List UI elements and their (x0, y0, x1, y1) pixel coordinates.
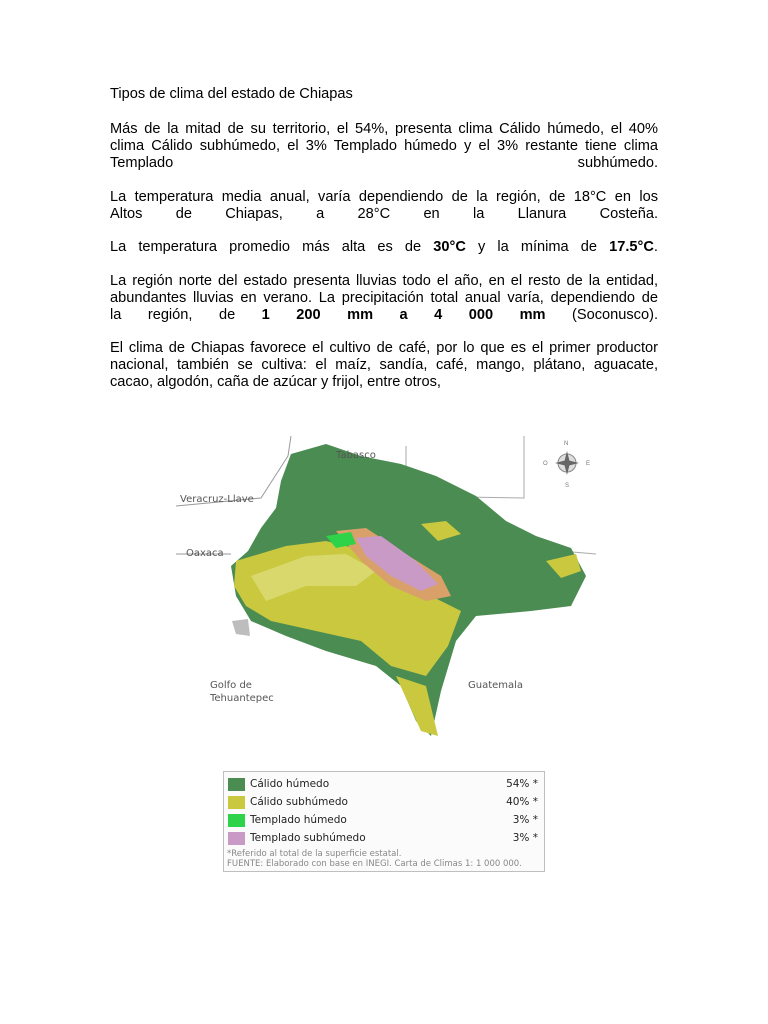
legend-label: Templado subhúmedo (250, 832, 366, 844)
text-fragment: la región, de (110, 307, 236, 323)
label-golfo: Golfo de (210, 680, 252, 691)
compass-icon (543, 441, 590, 489)
label-veracruz: Veracruz-Llave (180, 494, 254, 505)
min-temperature: 17.5°C (609, 239, 654, 255)
legend-label: Cálido húmedo (250, 778, 330, 790)
legend-note: *Referido al total de la superficie estatal. (227, 849, 402, 859)
paragraph-temperature-range (110, 239, 658, 256)
text-fragment: y la mínima de (477, 239, 598, 255)
legend-item (228, 776, 538, 793)
paragraph-mean-temperature (110, 189, 658, 223)
legend-swatch (228, 796, 245, 809)
legend-source: FUENTE: Elaborado con base en INEGI. Carta de Climas 1: 1 000 000. (227, 859, 522, 869)
label-oaxaca: Oaxaca (186, 548, 224, 559)
label-guatemala: Guatemala (468, 680, 524, 691)
region-gray (232, 619, 250, 636)
legend-item (228, 830, 538, 847)
text-line: abundantes lluvias en verano. La precipitación total anual varía, dependiendo de (110, 290, 658, 306)
text-fragment: La temperatura promedio más alta es de (110, 239, 422, 255)
text-line: La región norte del estado presenta lluvias todo el año, en el resto de la entidad, (110, 273, 658, 289)
legend-item (228, 812, 538, 829)
legend-value: 40% * (506, 796, 538, 808)
text-line: La temperatura media anual, varía dependiendo de la región, de 18°C en los (110, 189, 658, 205)
map-legend (223, 771, 545, 872)
max-temperature: 30°C (433, 239, 466, 255)
compass-e: E (586, 461, 591, 467)
compass-o: O (543, 461, 548, 467)
text-line: Más de la mitad de su territorio, el 54%, presenta clima Cálido húmedo, el 40% (110, 121, 658, 137)
legend-label: Cálido subhúmedo (250, 796, 348, 808)
text-line: clima Cálido subhúmedo, el 3% Templado húmedo y el 3% restante tiene clima (110, 138, 658, 154)
document-title: Tipos de clima del estado de Chiapas (110, 86, 353, 102)
text-line: Altos de Chiapas, a 28°C en la Llanura Costeña. (110, 206, 658, 222)
label-tehuantepec: Tehuantepec (210, 693, 274, 704)
text-line: nacional, también se cultiva: el maíz, sandía, café, mango, plátano, aguacate, (110, 357, 658, 373)
paragraph-agriculture (110, 340, 658, 391)
precipitation-range: 1 200 mm a 4 000 mm (261, 307, 546, 323)
legend-label: Templado húmedo (250, 814, 347, 826)
compass-s: S (565, 483, 570, 489)
legend-swatch (228, 814, 245, 827)
text-line: El clima de Chiapas favorece el cultivo de café, por lo que es el primer productor (110, 340, 658, 356)
legend-swatch (228, 832, 245, 845)
label-tabasco: Tabasco (336, 450, 376, 461)
text-fragment: . (653, 239, 658, 255)
text-line (110, 307, 658, 324)
text-fragment: (Soconusco). (572, 307, 658, 323)
legend-value: 3% * (512, 832, 538, 844)
climate-map-graphic (176, 436, 596, 766)
compass-n: N (564, 441, 569, 447)
text-line (110, 239, 658, 256)
paragraph-precipitation (110, 273, 658, 324)
legend-swatch (228, 778, 245, 791)
text-line: Templado subhúmedo. (110, 155, 658, 171)
legend-value: 54% * (506, 778, 538, 790)
climate-map (176, 436, 596, 766)
paragraph-climate-types (110, 121, 658, 172)
legend-value: 3% * (512, 814, 538, 826)
text-line: cacao, algodón, caña de azúcar y frijol, entre otros, (110, 374, 441, 390)
legend-item (228, 794, 538, 811)
